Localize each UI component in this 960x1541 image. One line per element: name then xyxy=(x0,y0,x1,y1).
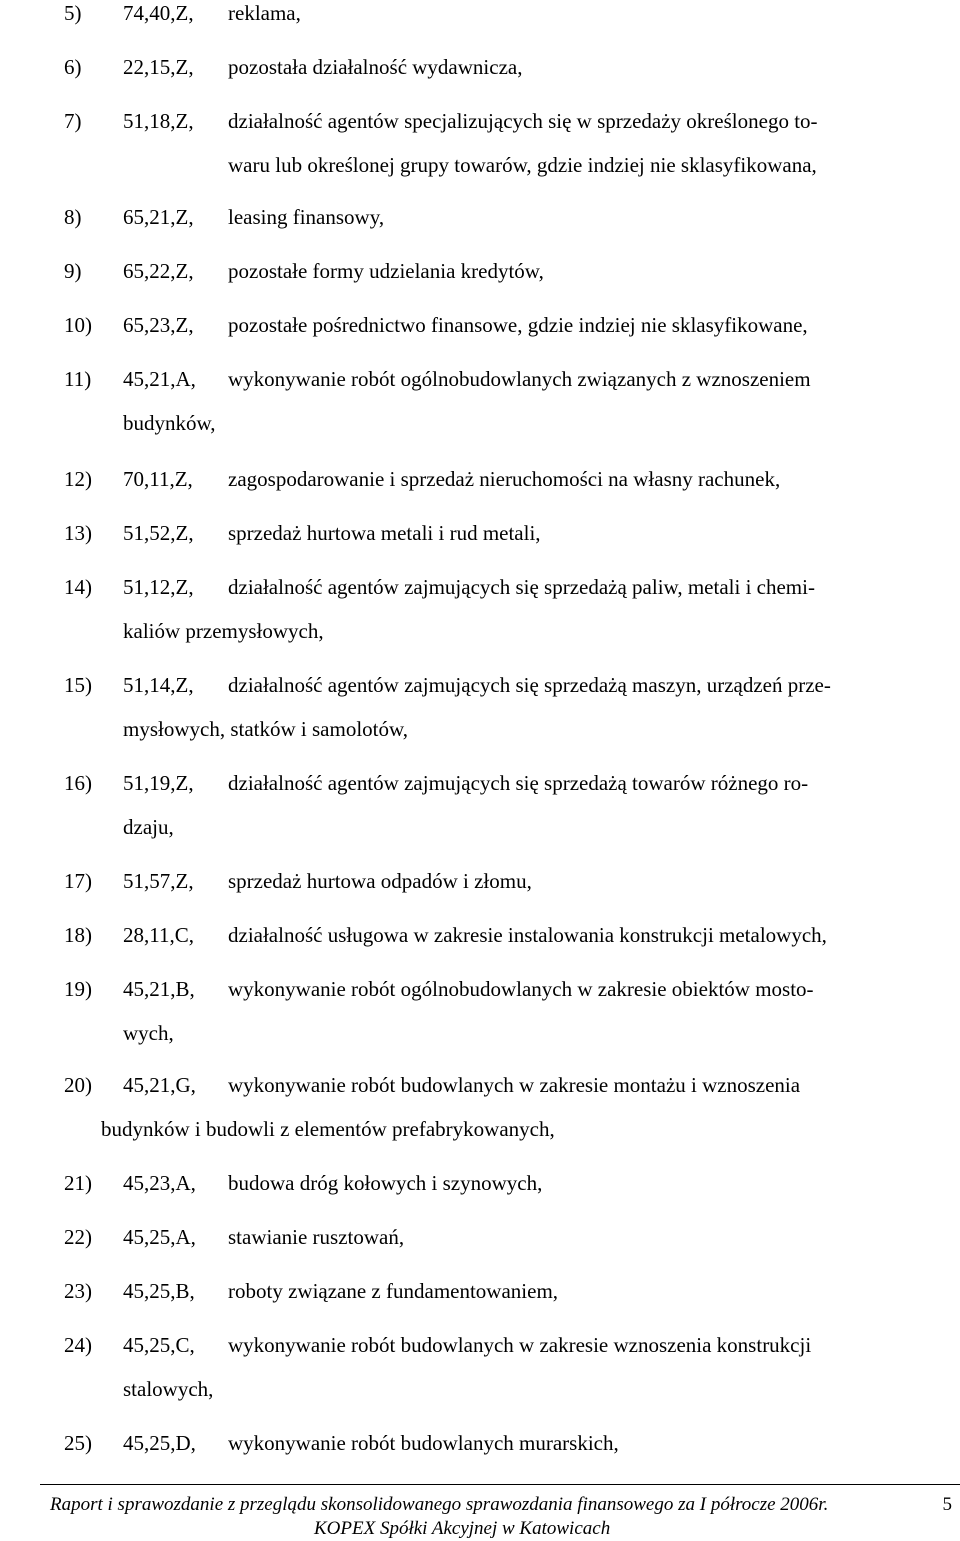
item-pkd-code: 45,21,B, xyxy=(123,977,195,1001)
item-number: 17) xyxy=(64,869,92,893)
item-description: wykonywanie robót budowlanych w zakresie wznoszenia konstrukcji xyxy=(228,1333,812,1357)
item-number: 24) xyxy=(64,1333,92,1357)
item-description-continued: budynków i budowli z elementów prefabrykowanych, xyxy=(101,1117,555,1141)
item-pkd-code: 65,23,Z, xyxy=(123,313,194,337)
item-description: leasing finansowy, xyxy=(228,205,385,229)
item-description: sprzedaż hurtowa odpadów i złomu, xyxy=(228,869,532,893)
item-pkd-code: 45,23,A, xyxy=(123,1171,196,1195)
item-description: zagospodarowanie i sprzedaż nieruchomości na własny rachunek, xyxy=(228,467,781,491)
item-description: wykonywanie robót budowlanych murarskich, xyxy=(228,1431,619,1455)
item-number: 7) xyxy=(64,109,82,133)
footer-report-title: Raport i sprawozdanie z przeglądu skonsolidowanego sprawozdania finansowego za I półrocze 2006r. xyxy=(50,1494,829,1515)
footer-company-name: KOPEX Spółki Akcyjnej w Katowicach xyxy=(314,1518,611,1539)
item-description: pozostała działalność wydawnicza, xyxy=(228,55,523,79)
item-pkd-code: 45,25,C, xyxy=(123,1333,195,1357)
page-number: 5 xyxy=(942,1494,952,1515)
item-number: 6) xyxy=(64,55,82,79)
item-number: 14) xyxy=(64,575,92,599)
item-pkd-code: 45,25,B, xyxy=(123,1279,195,1303)
item-number: 22) xyxy=(64,1225,92,1249)
item-pkd-code: 22,15,Z, xyxy=(123,55,194,79)
item-number: 10) xyxy=(64,313,92,337)
item-description-continued: stalowych, xyxy=(123,1377,214,1401)
item-description: wykonywanie robót ogólnobudowlanych związanych z wznoszeniem xyxy=(228,367,811,391)
item-number: 19) xyxy=(64,977,92,1001)
item-pkd-code: 45,21,G, xyxy=(123,1073,196,1097)
item-description: działalność agentów specjalizujących się w sprzedaży określonego to- xyxy=(228,109,818,133)
item-pkd-code: 51,19,Z, xyxy=(123,771,194,795)
item-description-continued: dzaju, xyxy=(123,815,174,839)
item-number: 23) xyxy=(64,1279,92,1303)
item-pkd-code: 51,18,Z, xyxy=(123,109,194,133)
item-pkd-code: 45,21,A, xyxy=(123,367,196,391)
item-description: stawianie rusztowań, xyxy=(228,1225,405,1249)
item-description-continued: waru lub określonej grupy towarów, gdzie indziej nie sklasyfikowana, xyxy=(228,153,817,177)
item-pkd-code: 45,25,D, xyxy=(123,1431,196,1455)
item-number: 21) xyxy=(64,1171,92,1195)
item-description: wykonywanie robót budowlanych w zakresie montażu i wznoszenia xyxy=(228,1073,801,1097)
item-number: 8) xyxy=(64,205,82,229)
item-description: sprzedaż hurtowa metali i rud metali, xyxy=(228,521,541,545)
item-pkd-code: 28,11,C, xyxy=(123,923,194,947)
item-pkd-code: 74,40,Z, xyxy=(123,1,194,25)
item-number: 11) xyxy=(64,367,92,391)
item-description: wykonywanie robót ogólnobudowlanych w zakresie obiektów mosto- xyxy=(228,977,814,1001)
item-description: działalność agentów zajmujących się sprzedażą paliw, metali i chemi- xyxy=(228,575,815,599)
item-number: 15) xyxy=(64,673,92,697)
item-description: reklama, xyxy=(228,1,301,25)
item-number: 16) xyxy=(64,771,92,795)
item-pkd-code: 51,57,Z, xyxy=(123,869,194,893)
item-description: budowa dróg kołowych i szynowych, xyxy=(228,1171,543,1195)
item-number: 20) xyxy=(64,1073,92,1097)
item-description: działalność agentów zajmujących się sprzedażą maszyn, urządzeń prze- xyxy=(228,673,831,697)
item-description-continued: wych, xyxy=(123,1021,174,1045)
item-pkd-code: 65,22,Z, xyxy=(123,259,194,283)
item-number: 12) xyxy=(64,467,92,491)
item-pkd-code: 65,21,Z, xyxy=(123,205,194,229)
footer-divider xyxy=(40,1484,960,1485)
item-number: 9) xyxy=(64,259,82,283)
item-pkd-code: 51,14,Z, xyxy=(123,673,194,697)
item-description: pozostałe formy udzielania kredytów, xyxy=(228,259,544,283)
item-number: 18) xyxy=(64,923,92,947)
item-number: 5) xyxy=(64,1,82,25)
item-description-continued: budynków, xyxy=(123,411,216,435)
item-description-continued: kaliów przemysłowych, xyxy=(123,619,324,643)
item-pkd-code: 70,11,Z, xyxy=(123,467,193,491)
item-description-continued: mysłowych, statków i samolotów, xyxy=(123,717,409,741)
item-description: roboty związane z fundamentowaniem, xyxy=(228,1279,559,1303)
item-number: 25) xyxy=(64,1431,92,1455)
item-description: działalność usługowa w zakresie instalowania konstrukcji metalowych, xyxy=(228,923,827,947)
item-pkd-code: 45,25,A, xyxy=(123,1225,196,1249)
item-description: pozostałe pośrednictwo finansowe, gdzie indziej nie sklasyfikowane, xyxy=(228,313,808,337)
item-number: 13) xyxy=(64,521,92,545)
item-pkd-code: 51,12,Z, xyxy=(123,575,194,599)
item-pkd-code: 51,52,Z, xyxy=(123,521,194,545)
item-description: działalność agentów zajmujących się sprzedażą towarów różnego ro- xyxy=(228,771,809,795)
